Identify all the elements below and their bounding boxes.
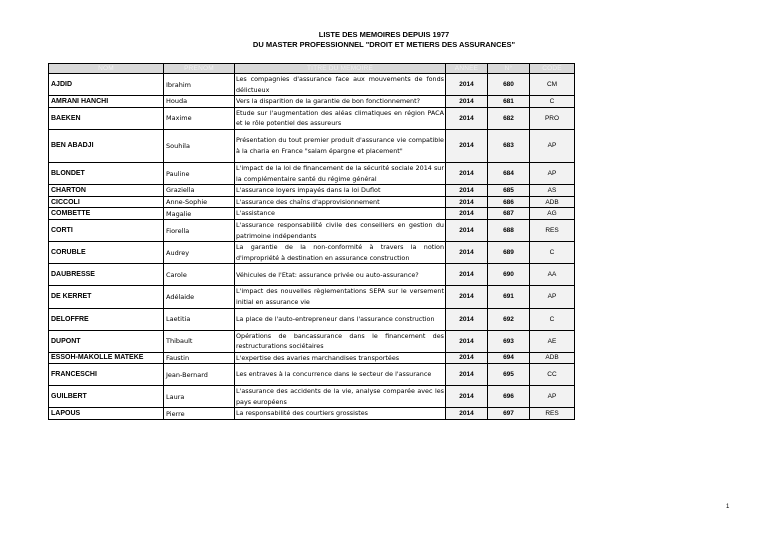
- cell-prenom: Pauline: [164, 162, 235, 184]
- cell-numero: 687: [488, 208, 530, 220]
- cell-numero: 680: [488, 74, 530, 96]
- cell-code: C: [530, 308, 575, 330]
- cell-code: AS: [530, 185, 575, 197]
- cell-prenom: Houda: [164, 96, 235, 108]
- cell-prenom: Jean-Bernard: [164, 364, 235, 386]
- cell-titre: L'impact de la loi de financement de la sécurité sociale 2014 sur la complémentaire santé du régime général: [235, 162, 446, 184]
- cell-nom: CORTI: [49, 219, 164, 241]
- cell-annee: 2014: [446, 386, 488, 408]
- cell-prenom: Souhila: [164, 129, 235, 162]
- cell-code: ADB: [530, 196, 575, 208]
- table-row: [49, 219, 575, 241]
- table-header-row: [49, 64, 575, 74]
- cell-annee: 2014: [446, 208, 488, 220]
- cell-annee: 2014: [446, 196, 488, 208]
- cell-numero: 695: [488, 364, 530, 386]
- cell-numero: 691: [488, 286, 530, 308]
- document-title-line1: LISTE DES MEMOIRES DEPUIS 1977: [318, 30, 450, 39]
- cell-titre: Vers la disparition de la garantie de bon fonctionnement?: [235, 96, 446, 108]
- cell-prenom: Adélaide: [164, 286, 235, 308]
- cell-numero: 692: [488, 308, 530, 330]
- cell-code: AP: [530, 386, 575, 408]
- cell-code: AA: [530, 264, 575, 286]
- cell-titre: L'assurance des accidents de la vie, analyse comparée avec les pays européens: [235, 386, 446, 408]
- cell-annee: 2014: [446, 364, 488, 386]
- cell-code: C: [530, 96, 575, 108]
- cell-prenom: Fiorella: [164, 219, 235, 241]
- table-row: [49, 264, 575, 286]
- cell-code: RES: [530, 219, 575, 241]
- column-header-numero: N°: [488, 64, 530, 74]
- cell-code: CC: [530, 364, 575, 386]
- column-header-code: CODE: [530, 64, 575, 74]
- cell-titre: L'assurance loyers impayés dans la loi Duflot: [235, 185, 446, 197]
- cell-titre: Véhicules de l'Etat: assurance privée ou auto-assurance?: [235, 264, 446, 286]
- cell-numero: 681: [488, 96, 530, 108]
- cell-code: AG: [530, 208, 575, 220]
- table-row: [49, 364, 575, 386]
- cell-nom: DUPONT: [49, 330, 164, 352]
- table-row: [49, 74, 575, 96]
- cell-code: AE: [530, 330, 575, 352]
- cell-nom: BLONDET: [49, 162, 164, 184]
- cell-annee: 2014: [446, 74, 488, 96]
- cell-annee: 2014: [446, 162, 488, 184]
- cell-titre: Présentation du tout premier produit d'assurance vie compatible à la charia en France "salam épargne et placement": [235, 129, 446, 162]
- document-title-line2: DU MASTER PROFESSIONNEL "DROIT ET METIERS DES ASSURANCES": [252, 40, 516, 49]
- cell-numero: 697: [488, 408, 530, 420]
- cell-annee: 2014: [446, 264, 488, 286]
- table-row: [49, 185, 575, 197]
- cell-titre: La place de l'auto-entrepreneur dans l'assurance construction: [235, 308, 446, 330]
- cell-numero: 682: [488, 107, 530, 129]
- cell-nom: BEN ABADJI: [49, 129, 164, 162]
- cell-annee: 2014: [446, 185, 488, 197]
- cell-code: AP: [530, 286, 575, 308]
- table-row: [49, 408, 575, 420]
- column-header-nom: NOM: [49, 64, 164, 74]
- cell-prenom: Anne-Sophie: [164, 196, 235, 208]
- cell-code: C: [530, 242, 575, 264]
- table-row: [49, 242, 575, 264]
- cell-annee: 2014: [446, 408, 488, 420]
- cell-numero: 696: [488, 386, 530, 408]
- cell-numero: 684: [488, 162, 530, 184]
- table-row: [49, 286, 575, 308]
- cell-nom: COMBETTE: [49, 208, 164, 220]
- cell-code: ADB: [530, 352, 575, 364]
- cell-nom: FRANCESCHI: [49, 364, 164, 386]
- cell-titre: Etude sur l'augmentation des aléas climatiques en région PACA et le rôle potentiel des assureurs: [235, 107, 446, 129]
- cell-prenom: Laura: [164, 386, 235, 408]
- cell-prenom: Faustin: [164, 352, 235, 364]
- cell-annee: 2014: [446, 242, 488, 264]
- cell-code: PRO: [530, 107, 575, 129]
- cell-nom: BAEKEN: [49, 107, 164, 129]
- cell-annee: 2014: [446, 308, 488, 330]
- cell-prenom: Pierre: [164, 408, 235, 420]
- page-number: 1: [726, 504, 730, 510]
- table-row: [49, 196, 575, 208]
- cell-annee: 2014: [446, 330, 488, 352]
- cell-titre: La garantie de la non-conformité à travers la notion d'impropriété à destination en assurance construction: [235, 242, 446, 264]
- cell-prenom: Carole: [164, 264, 235, 286]
- cell-nom: CORUBLE: [49, 242, 164, 264]
- cell-annee: 2014: [446, 219, 488, 241]
- cell-prenom: Maxime: [164, 107, 235, 129]
- cell-prenom: Graziella: [164, 185, 235, 197]
- cell-code: CM: [530, 74, 575, 96]
- cell-numero: 689: [488, 242, 530, 264]
- cell-nom: DAUBRESSE: [49, 264, 164, 286]
- column-header-prenom: PRENOM: [164, 64, 235, 74]
- table-row: [49, 308, 575, 330]
- table-row: [49, 107, 575, 129]
- cell-titre: L'assurance des chaîns d'approvisionnement: [235, 196, 446, 208]
- column-header-annee: ANNEE: [446, 64, 488, 74]
- cell-code: AP: [530, 162, 575, 184]
- cell-annee: 2014: [446, 96, 488, 108]
- cell-nom: LAPOUS: [49, 408, 164, 420]
- cell-nom: ESSOH-MAKOLLE MATEKE: [49, 352, 164, 364]
- cell-annee: 2014: [446, 352, 488, 364]
- cell-nom: DELOFFRE: [49, 308, 164, 330]
- cell-titre: Les compagnies d'assurance face aux mouvements de fonds délictueux: [235, 74, 446, 96]
- table-row: [49, 96, 575, 108]
- cell-nom: CHARTON: [49, 185, 164, 197]
- cell-annee: 2014: [446, 286, 488, 308]
- cell-numero: 683: [488, 129, 530, 162]
- cell-prenom: Audrey: [164, 242, 235, 264]
- table-row: [49, 330, 575, 352]
- table-row: [49, 162, 575, 184]
- cell-nom: CICCOLI: [49, 196, 164, 208]
- cell-numero: 685: [488, 185, 530, 197]
- cell-titre: L'expertise des avaries marchandises transportées: [235, 352, 446, 364]
- cell-titre: L'assistance: [235, 208, 446, 220]
- cell-annee: 2014: [446, 129, 488, 162]
- table-row: [49, 386, 575, 408]
- cell-numero: 690: [488, 264, 530, 286]
- cell-numero: 693: [488, 330, 530, 352]
- cell-titre: L'impact des nouvelles règlementations SEPA sur le versement initial en assurance vie: [235, 286, 446, 308]
- cell-annee: 2014: [446, 107, 488, 129]
- cell-titre: Les entraves à la concurrence dans le secteur de l'assurance: [235, 364, 446, 386]
- cell-nom: DE KERRET: [49, 286, 164, 308]
- cell-numero: 686: [488, 196, 530, 208]
- cell-numero: 694: [488, 352, 530, 364]
- cell-prenom: Laetitia: [164, 308, 235, 330]
- cell-nom: AJDID: [49, 74, 164, 96]
- cell-code: AP: [530, 129, 575, 162]
- cell-prenom: Magalie: [164, 208, 235, 220]
- table-row: [49, 129, 575, 162]
- cell-titre: L'assurance responsabilité civile des conseillers en gestion du patrimoine indépendants: [235, 219, 446, 241]
- memoires-table: [48, 63, 575, 420]
- cell-prenom: Ibrahim: [164, 74, 235, 96]
- cell-prenom: Thibault: [164, 330, 235, 352]
- cell-nom: GUILBERT: [49, 386, 164, 408]
- cell-numero: 688: [488, 219, 530, 241]
- cell-nom: AMRANI HANCHI: [49, 96, 164, 108]
- cell-titre: La responsabilité des courtiers grossistes: [235, 408, 446, 420]
- cell-titre: Opérations de bancassurance dans le financement des restructurations sociétaires: [235, 330, 446, 352]
- column-header-titre: TITRE DU MEMOIRE: [235, 64, 446, 74]
- cell-code: RES: [530, 408, 575, 420]
- table-row: [49, 352, 575, 364]
- table-row: [49, 208, 575, 220]
